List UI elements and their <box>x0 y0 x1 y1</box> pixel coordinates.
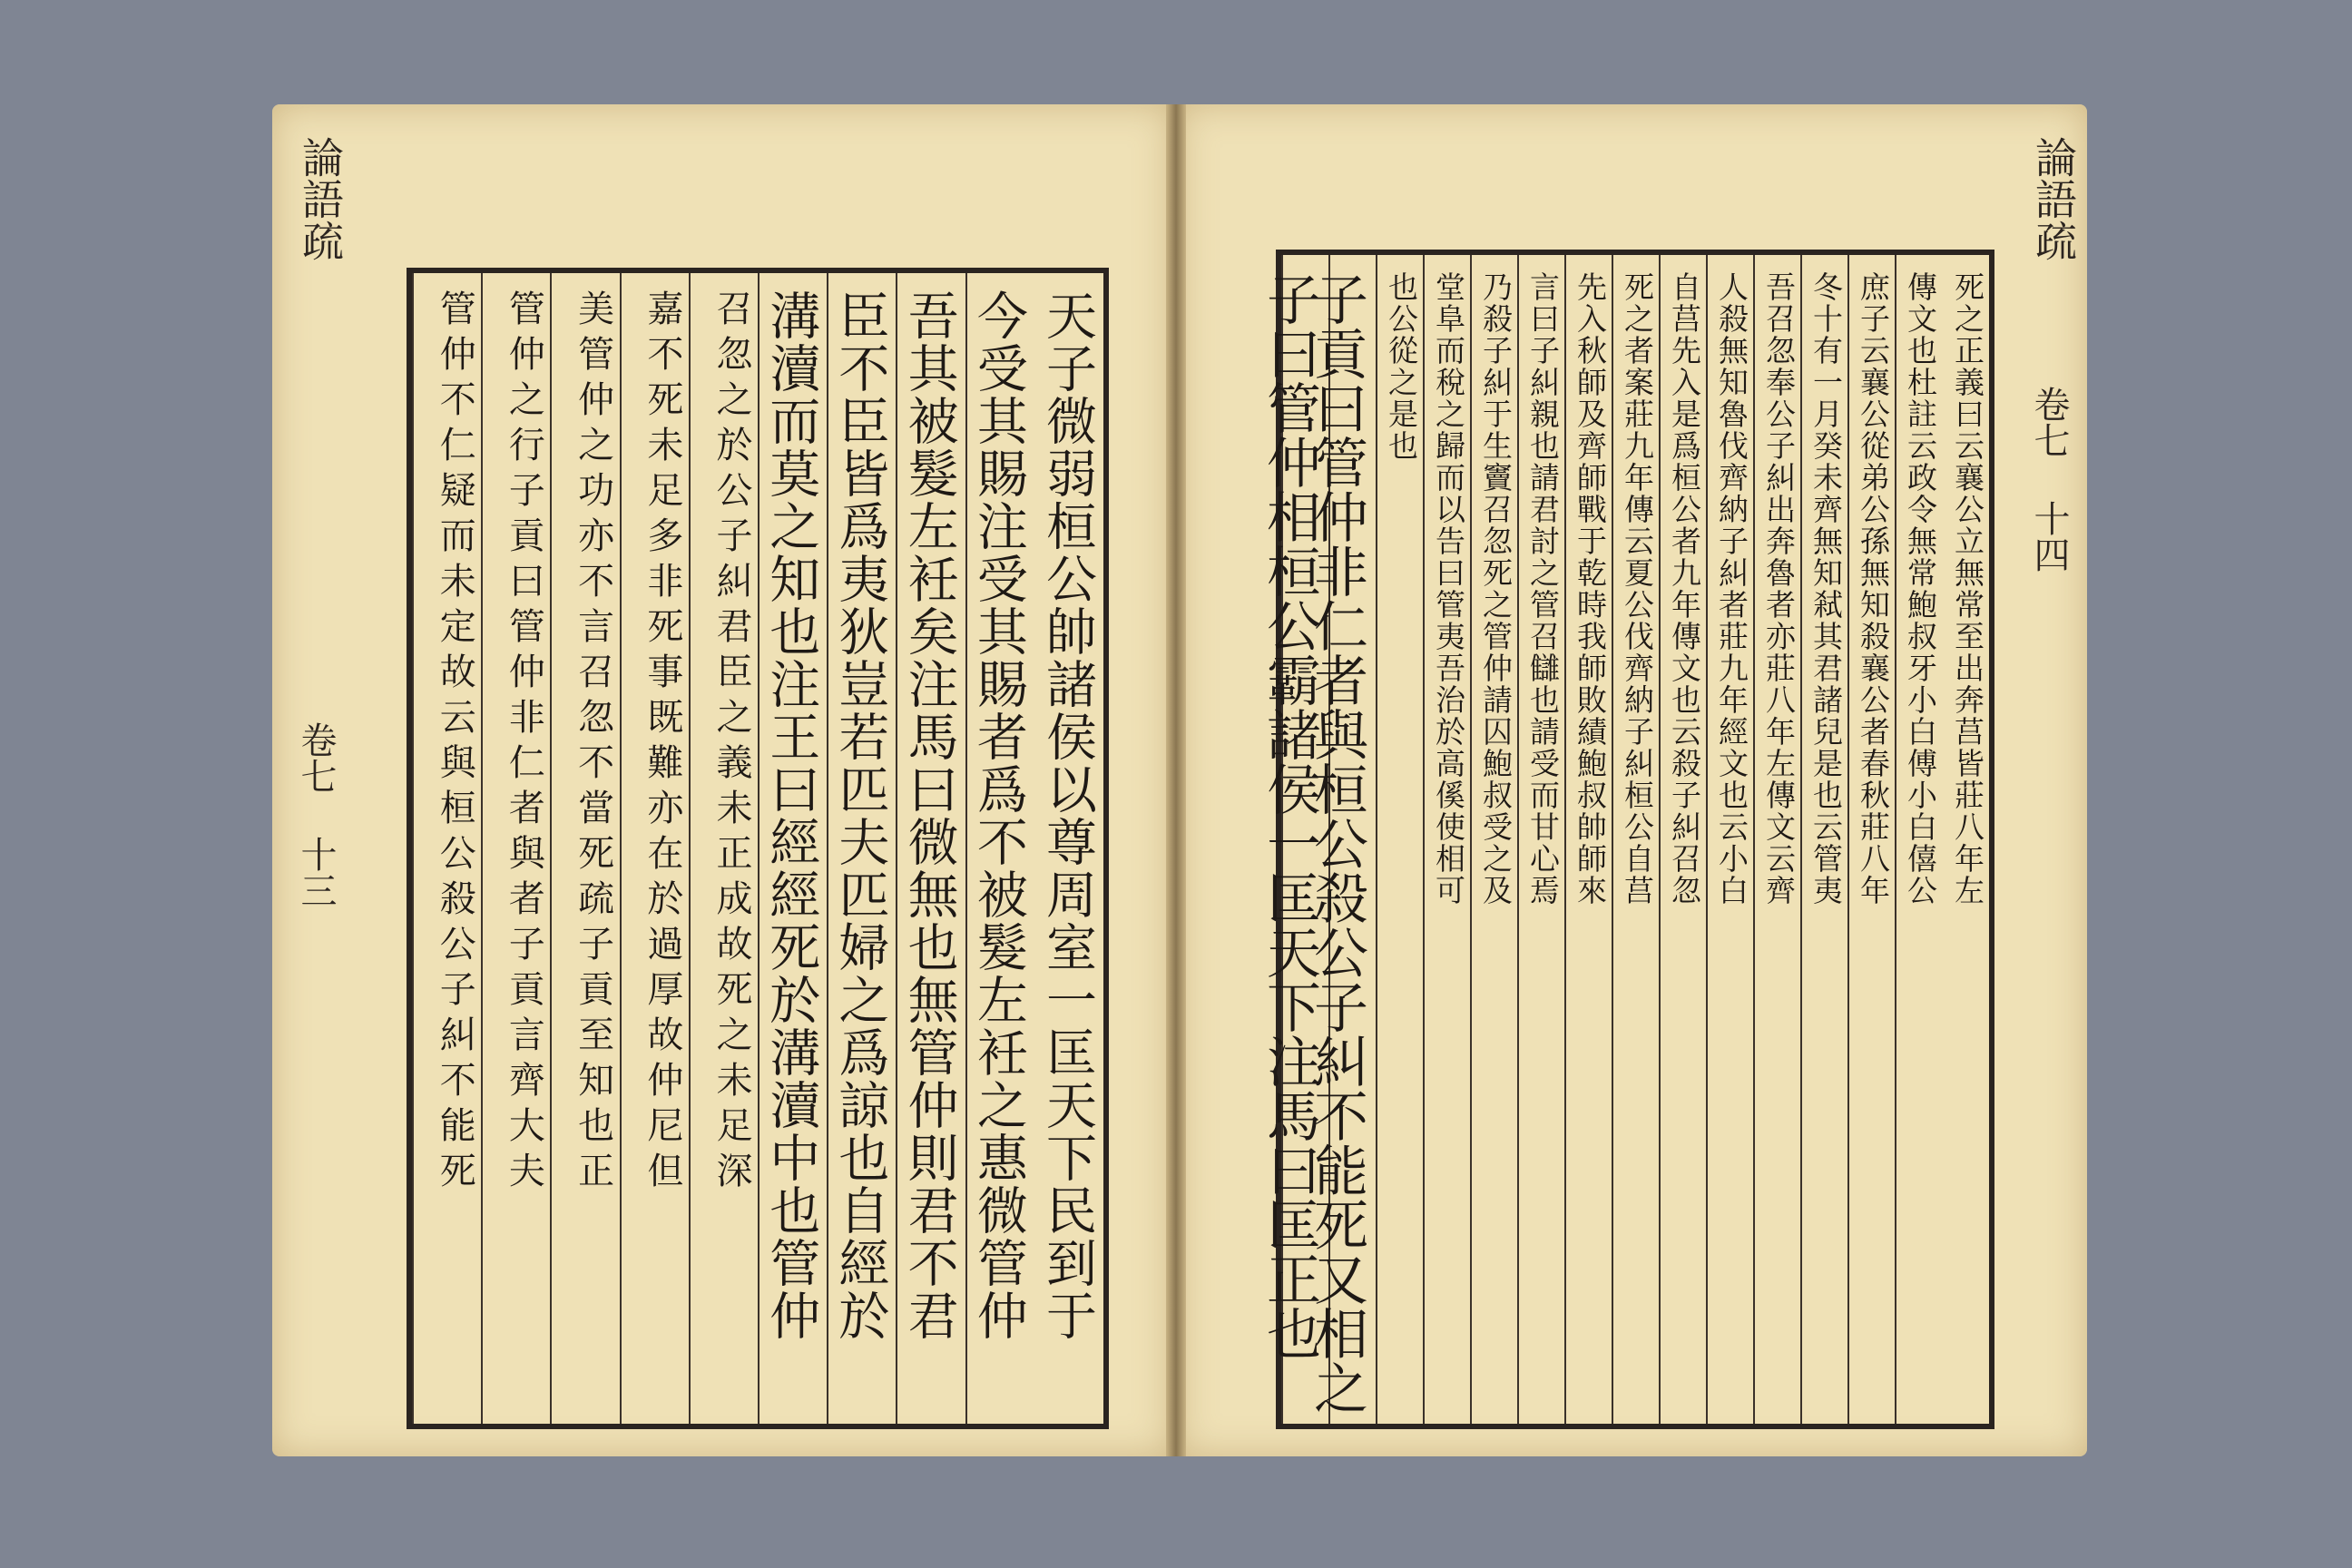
left-text-column-6: 召忽之於公子糾君臣之義未正成故死之未足深 <box>689 273 758 1424</box>
right-text-column-12: 堂阜而稅之歸而以告曰管夷吾治於高傒使相可 <box>1423 255 1470 1424</box>
left-text-column-1: 天子微弱桓公帥諸侯以尊周室一匡天下民到于 <box>1038 289 1097 1342</box>
left-text-column-8: 美管仲之功亦不言召忽不當死疏子貢至知也正 <box>550 273 619 1424</box>
left-text-column-7: 嘉不死未足多非死事既難亦在於過厚故仲尼但 <box>620 273 689 1424</box>
left-margin-marker: 論語疏 <box>296 136 345 261</box>
book-gutter <box>1166 104 1186 1456</box>
open-book <box>272 86 2105 1484</box>
left-text-frame <box>407 268 1109 1429</box>
right-text-column-6: 人殺無知魯伐齊納子糾者莊九年經文也云小白 <box>1706 255 1753 1424</box>
right-margin-marker: 論語疏 <box>2029 136 2078 261</box>
right-text-column-11: 乃殺子糾于生竇召忽死之管仲請囚鮑叔受之及 <box>1470 255 1517 1424</box>
left-text-column-5: 溝瀆而莫之知也注王曰經經死於溝瀆中也管仲 <box>758 273 827 1424</box>
right-text-column-15: 子曰管仲相桓公霸諸侯一匡天下注馬曰匡正也 <box>1281 255 1328 1424</box>
left-text-column-4: 臣不臣皆爲夷狄豈若匹夫匹婦之爲諒也自經於 <box>827 273 896 1424</box>
left-text-column-9: 管仲之行子貢曰管仲非仁者與者子貢言齊大夫 <box>481 273 550 1424</box>
right-text-column-2: 傳文也杜註云政令無常鮑叔牙小白傅小白僖公 <box>1895 255 1942 1424</box>
right-folio: 卷七 十四 <box>2028 386 2070 573</box>
right-text-column-8: 死之者案莊九年傳云夏公伐齊納子糾桓公自莒 <box>1612 255 1659 1424</box>
right-text-column-3: 庶子云襄公從弟公孫無知殺襄公者春秋莊八年 <box>1847 255 1895 1424</box>
left-text-column-10: 管仲不仁疑而未定故云與桓公殺公子糾不能死 <box>412 273 481 1424</box>
right-text-column-7: 自莒先入是爲桓公者九年傳文也云殺子糾召忽 <box>1659 255 1706 1424</box>
right-text-frame <box>1258 250 1994 1429</box>
right-text-column-14: 子貢曰管仲非仁者與桓公殺公子糾不能死又相之 <box>1328 255 1376 1424</box>
right-text-column-1: 死之正義曰云襄公立無常至出奔莒皆莊八年左 <box>1950 271 1985 906</box>
left-folio: 卷七 十三 <box>295 721 337 908</box>
right-text-column-10: 言曰子糾親也請君討之管召讎也請受而甘心焉 <box>1517 255 1564 1424</box>
left-text-column-2: 今受其賜注受其賜者爲不被髮左衽之惠微管仲 <box>965 273 1034 1424</box>
right-text-column-5: 吾召忽奉公子糾出奔魯者亦莊八年左傳文云齊 <box>1753 255 1800 1424</box>
left-text-column-3: 吾其被髮左衽矣注馬曰微無也無管仲則君不君 <box>896 273 965 1424</box>
right-text-column-4: 冬十有一月癸未齊無知弒其君諸兒是也云管夷 <box>1800 255 1847 1424</box>
right-text-column-9: 先入秋師及齊師戰于乾時我師敗績鮑叔帥師來 <box>1564 255 1612 1424</box>
right-text-column-13: 也公從之是也 <box>1376 255 1423 1424</box>
